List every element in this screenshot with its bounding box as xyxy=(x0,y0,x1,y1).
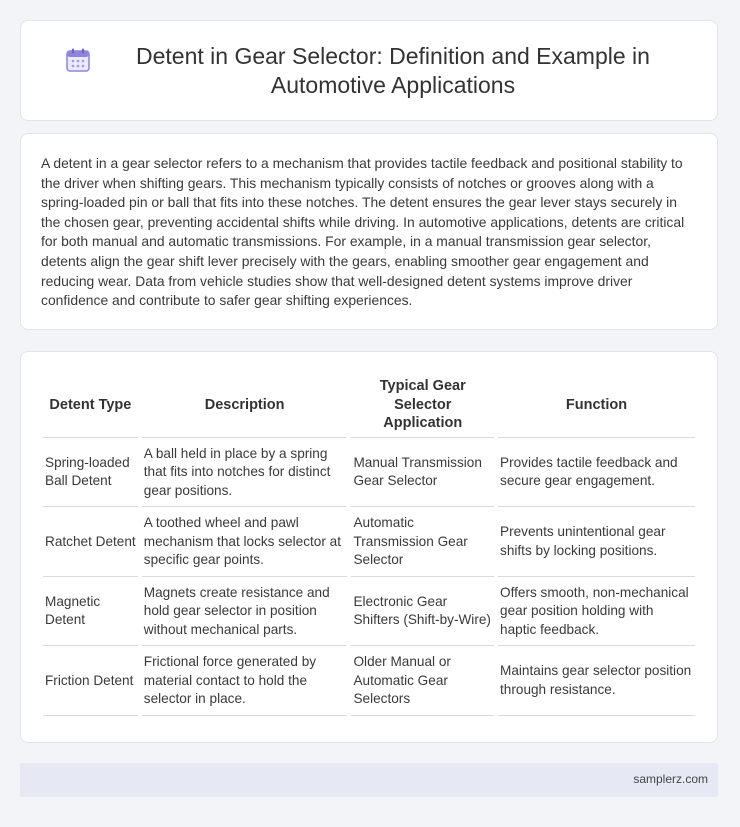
cell-detent-type: Friction Detent xyxy=(43,646,138,716)
cell-application: Electronic Gear Shifters (Shift-by-Wire) xyxy=(351,577,494,647)
cell-application: Automatic Transmission Gear Selector xyxy=(351,507,494,577)
table-row xyxy=(43,646,695,716)
detent-table xyxy=(39,371,699,716)
cell-detent-type: Spring-loaded Ball Detent xyxy=(43,438,138,508)
calendar-icon xyxy=(65,47,91,73)
header-function: Function xyxy=(498,371,695,438)
page-title: Detent in Gear Selector: Definition and Example in Automotive Applications xyxy=(136,42,650,98)
cell-function: Prevents unintentional gear shifts by locking positions. xyxy=(498,507,695,577)
header-description: Description xyxy=(142,371,348,438)
table-row xyxy=(43,507,695,577)
table-row xyxy=(43,438,695,508)
intro-paragraph: A detent in a gear selector refers to a mechanism that provides tactile feedback and positional stability to the driver when shifting gears. This mechanism typically consists of notches or grooves along with a spring-loaded pin or ball that fits into these notches. The detent ensures the gear lever stays securely in the chosen gear, preventing accidental shifts while driving. In automotive applications, detents are critical for both manual and automatic transmissions. For example, in a manual transmission gear selector, detents align the gear shift lever precisely with the gears, enabling smoother gear engagement and reducing wear. Data from vehicle studies show that well-designed detent systems improve driver confidence and contribute to safer gear shifting experiences. xyxy=(41,155,685,309)
title-card xyxy=(20,20,718,121)
cell-description: A ball held in place by a spring that fits into notches for distinct gear positions. xyxy=(142,438,348,508)
title-wrap xyxy=(65,42,673,100)
cell-application: Older Manual or Automatic Gear Selectors xyxy=(351,646,494,716)
table-card xyxy=(20,351,718,743)
cell-description: Magnets create resistance and hold gear selector in position without mechanical parts. xyxy=(142,577,348,647)
cell-description: A toothed wheel and pawl mechanism that locks selector at specific gear points. xyxy=(142,507,348,577)
table-header-row xyxy=(43,371,695,438)
header-detent-type: Detent Type xyxy=(43,371,138,438)
intro-card xyxy=(20,133,718,330)
cell-function: Maintains gear selector position through resistance. xyxy=(498,646,695,716)
cell-function: Provides tactile feedback and secure gear engagement. xyxy=(498,438,695,508)
cell-detent-type: Ratchet Detent xyxy=(43,507,138,577)
table-row xyxy=(43,577,695,647)
cell-function: Offers smooth, non-mechanical gear position holding with haptic feedback. xyxy=(498,577,695,647)
cell-description: Frictional force generated by material contact to hold the selector in place. xyxy=(142,646,348,716)
footer xyxy=(20,763,718,797)
cell-application: Manual Transmission Gear Selector xyxy=(351,438,494,508)
cell-detent-type: Magnetic Detent xyxy=(43,577,138,647)
footer-site-link[interactable]: samplerz.com xyxy=(633,772,708,786)
header-application: Typical Gear Selector Application xyxy=(351,371,494,438)
